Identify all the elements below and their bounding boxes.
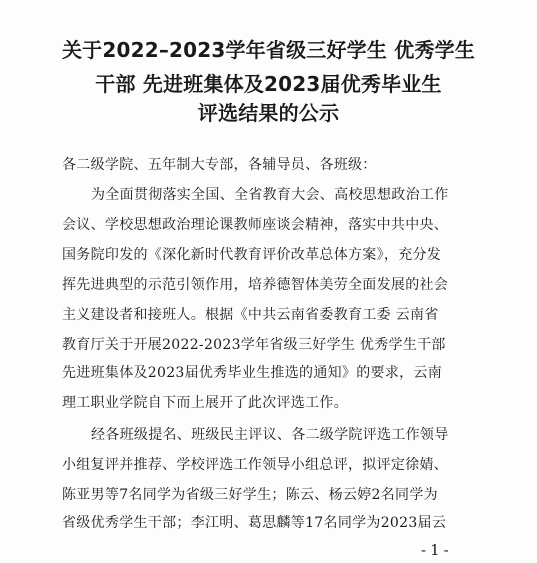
paragraph1-line-7: 先进班集体及2023届优秀毕业生推选的通知》的要求，云南	[62, 365, 443, 381]
salutation: 各二级学院、五年制大专部，各辅导员、各班级：	[62, 157, 377, 173]
paragraph1-line-5: 主义建设者和接班人。根据《中共云南省委教育工委 云南省	[62, 307, 439, 323]
paragraph1-line-4: 挥先进典型的示范引领作用，培养德智体美劳全面发展的社会	[62, 277, 449, 293]
paragraph1-line-2: 会议、学校思想政治理论课教师座谈会精神，落实中共中央、	[62, 217, 449, 233]
document-title-line-3: 评选结果的公示	[197, 101, 340, 125]
document-title-line-2: 干部 先进班集体及2023届优秀毕业生	[95, 72, 442, 96]
paragraph1-line-3: 国务院印发的《深化新时代教育评价改革总体方案》，充分发	[62, 247, 442, 263]
paragraph1-line-8: 理工职业学院自下而上展开了此次评选工作。	[62, 395, 348, 411]
paragraph2-line-3: 陈亚男等7名同学为省级三好学生；陈云、杨云婷2名同学为	[62, 487, 438, 503]
page-number: -1-	[421, 541, 453, 559]
paragraph2-line-4: 省级优秀学生干部；李江明、葛思麟等17名同学为2023届云	[62, 515, 447, 531]
document-title-line-1: 关于2022–2023学年省级三好学生 优秀学生	[61, 38, 476, 62]
paragraph1-line-1: 为全面贯彻落实全国、全省教育大会、高校思想政治工作	[91, 187, 449, 203]
paragraph1-line-6: 教育厅关于开展2022-2023学年省级三好学生 优秀学生干部	[62, 337, 446, 353]
paragraph2-line-1: 经各班级提名、班级民主评议、各二级学院评选工作领导	[91, 427, 449, 443]
paragraph2-line-2: 小组复评并推荐、学校评选工作领导小组总评，拟评定徐婧、	[62, 457, 449, 473]
